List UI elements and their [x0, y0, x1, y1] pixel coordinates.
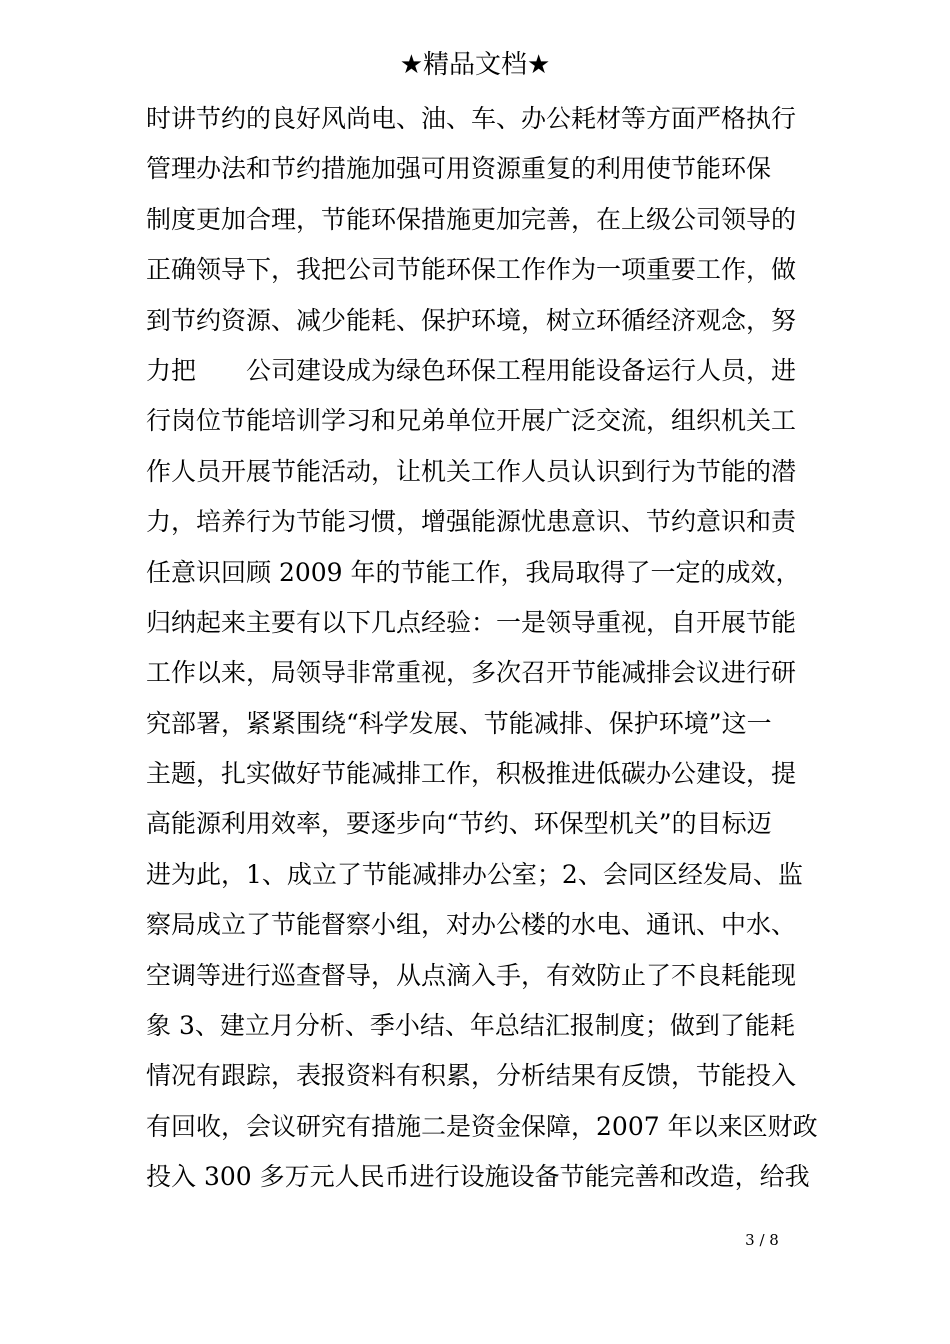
body-line: 时讲节约的良好风尚电、油、车、办公耗材等方面严格执行	[146, 104, 797, 133]
body-line: 情况有跟踪，表报资料有积累，分析结果有反馈，节能投入	[146, 1061, 797, 1091]
body-line: 察局成立了节能督察小组，对办公楼的水电、通讯、中水、	[146, 910, 797, 940]
body-line: 行岗位节能培训学习和兄弟单位开展广泛交流，组织机关工	[146, 406, 797, 436]
body-line: 力把 公司建设成为绿色环保工程用能设备运行人员，进	[146, 355, 797, 385]
body-line: 力，培养行为节能习惯，增强能源忧患意识、节约意识和责	[146, 507, 797, 537]
body-line: 工作以来，局领导非常重视，多次召开节能减排会议进行研	[146, 658, 797, 688]
body-line: 投入 300 多万元人民币进行设施设备节能完善和改造，给我	[146, 1162, 810, 1192]
body-line: 高能源利用效率，要逐步向“节约、环保型机关”的目标迈	[146, 809, 772, 839]
body-line: 作人员开展节能活动，让机关工作人员认识到行为节能的潜	[146, 456, 797, 486]
body-line: 制度更加合理，节能环保措施更加完善，在上级公司领导的	[146, 204, 797, 234]
body-line: 有回收，会议研究有措施二是资金保障，2007 年以来区财政	[146, 1111, 818, 1141]
document-body	[146, 94, 816, 1203]
page-number: 3 / 8	[745, 1231, 779, 1249]
body-line: 归纳起来主要有以下几点经验：一是领导重视，自开展节能	[146, 607, 797, 637]
body-line: 管理办法和节约措施加强可用资源重复的利用使节能环保	[146, 154, 772, 184]
body-line: 到节约资源、减少能耗、保护环境，树立环循经济观念，努	[146, 305, 797, 335]
body-line: 象 3、建立月分析、季小结、年总结汇报制度；做到了能耗	[146, 1011, 795, 1041]
body-line: 正确领导下，我把公司节能环保工作作为一项重要工作，做	[146, 255, 797, 285]
body-line: 进为此，1、成立了节能减排办公室；2、会同区经发局、监	[146, 859, 803, 889]
body-line: 主题，扎实做好节能减排工作，积极推进低碳办公建设，提	[146, 759, 797, 789]
body-line: 空调等进行巡查督导，从点滴入手，有效防止了不良耗能现	[146, 960, 797, 990]
body-line: 究部署，紧紧围绕“科学发展、节能减排、保护环境”这一	[146, 708, 772, 738]
page-header-title: ★精品文档★	[399, 50, 551, 80]
body-line: 任意识回顾 2009 年的节能工作，我局取得了一定的成效，	[146, 557, 801, 587]
